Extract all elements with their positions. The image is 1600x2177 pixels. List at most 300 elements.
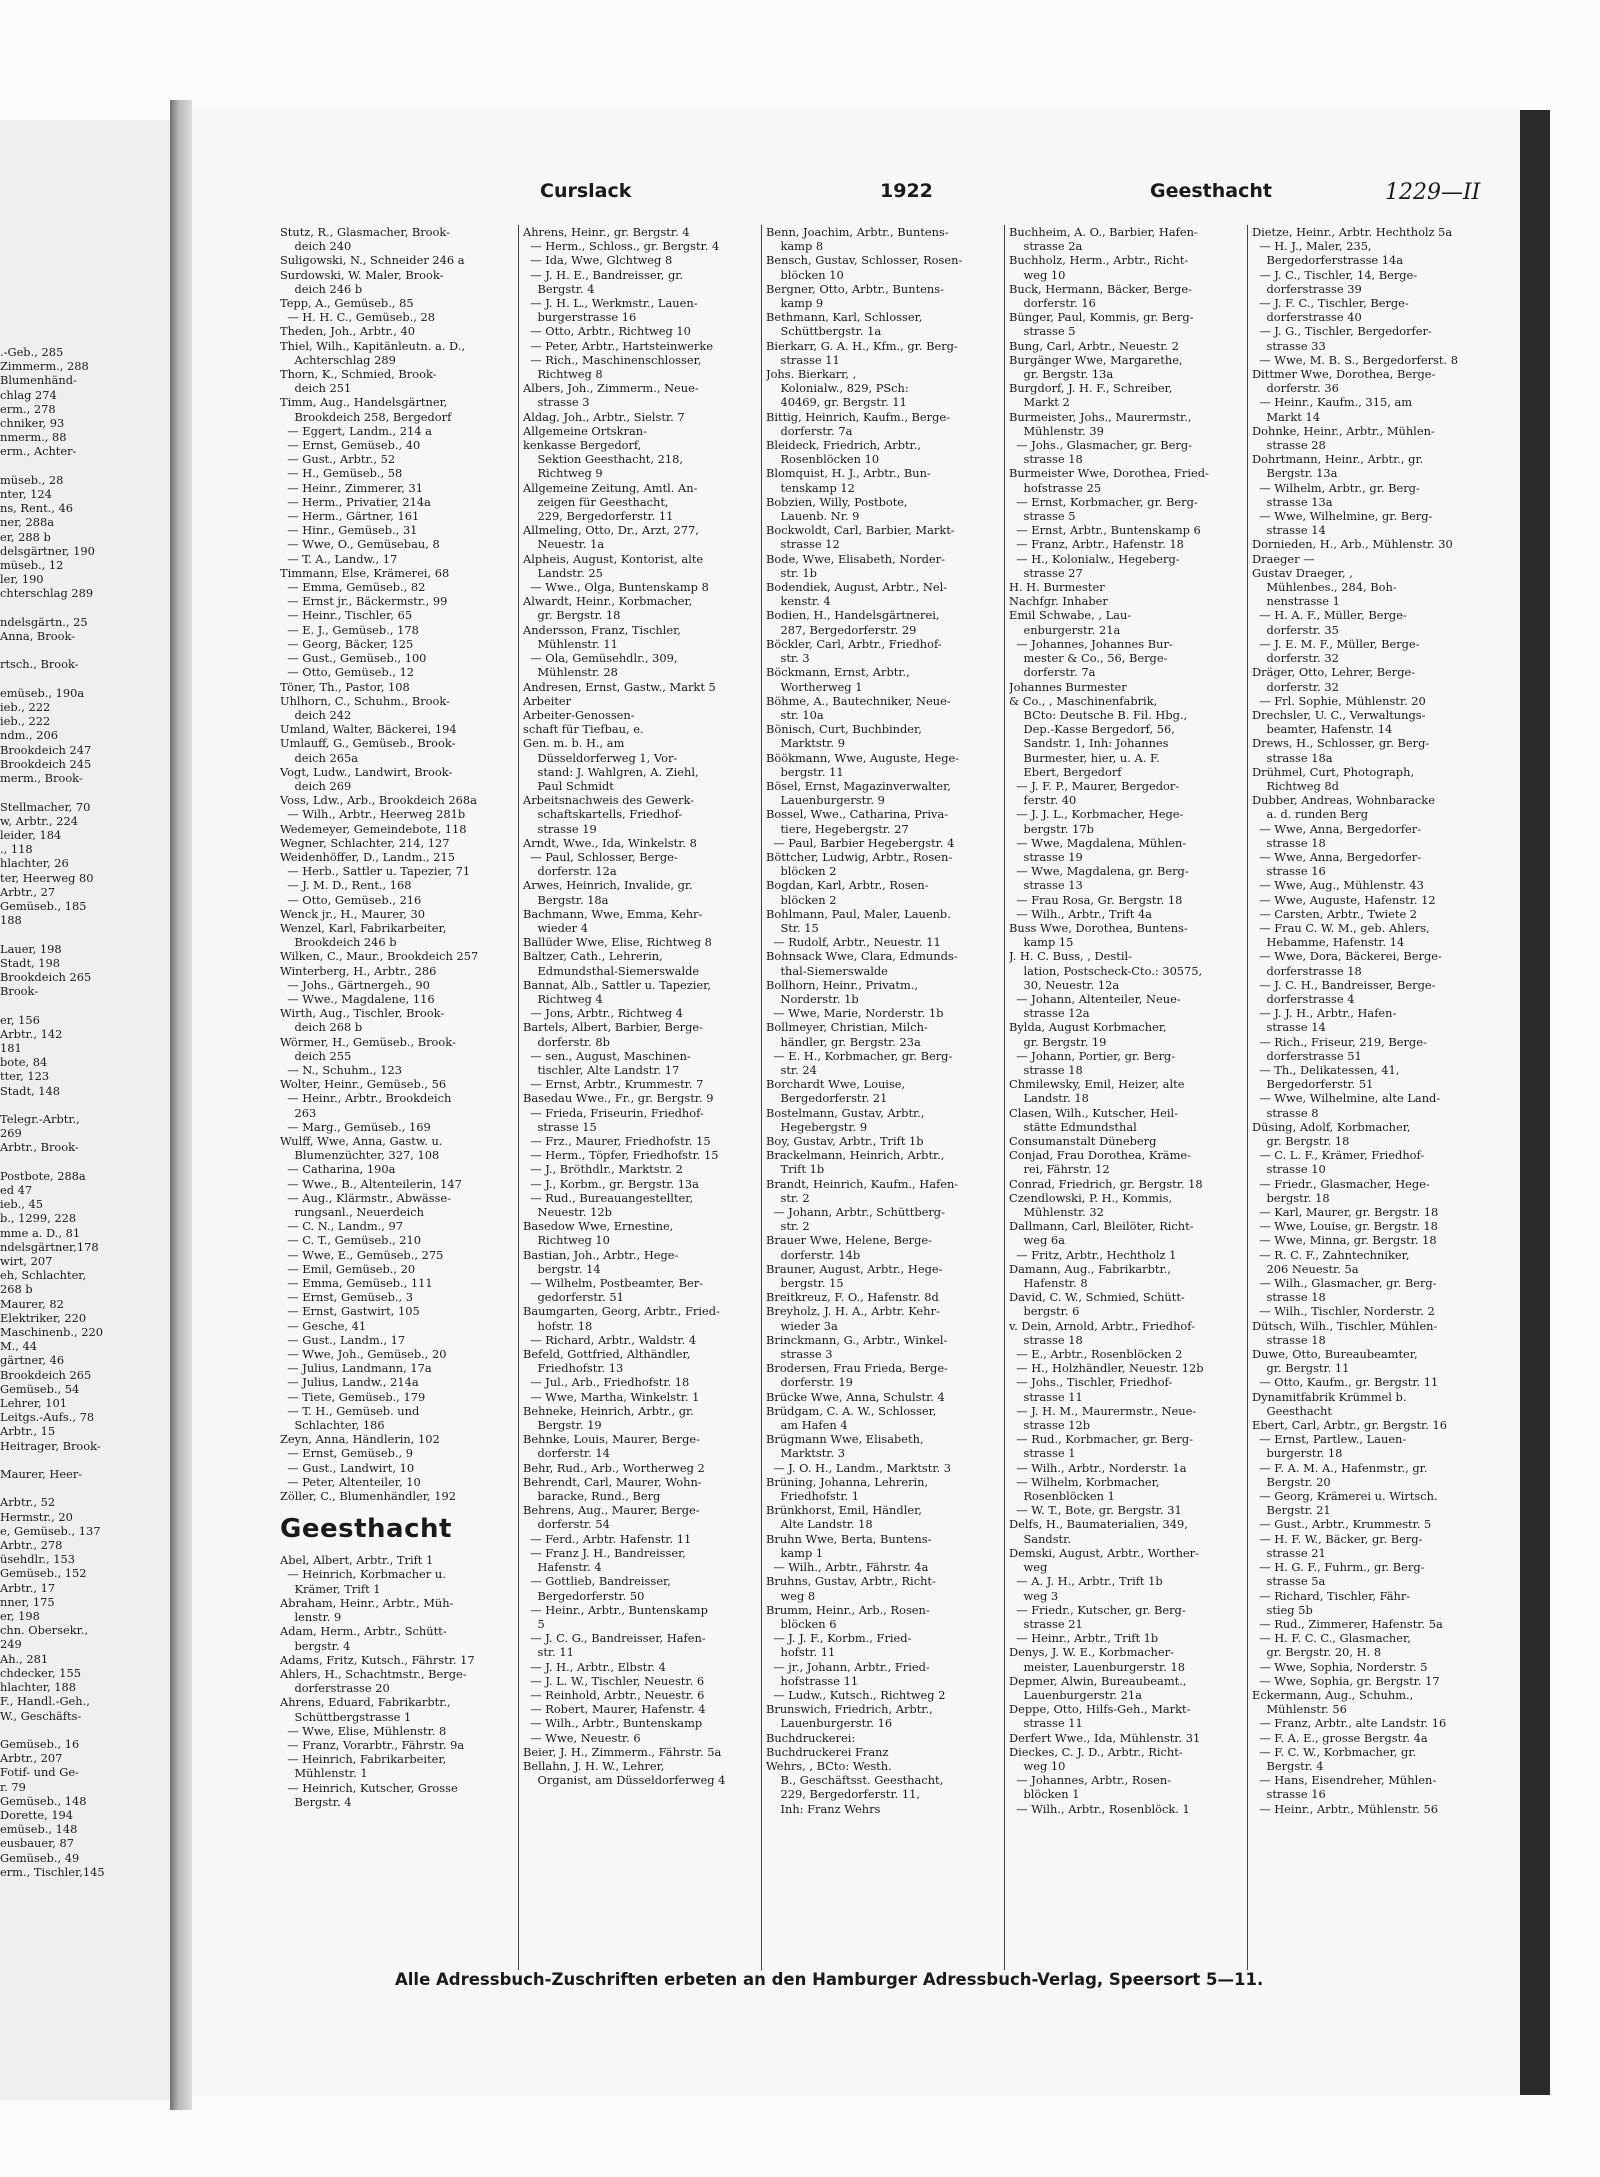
directory-entry-line [0,643,170,657]
directory-entry-line: eusbauer, 87 [0,1836,75,1851]
directory-entry-line: Stutz, R., Glasmacher, Brook- [280,225,450,239]
directory-entry-line: — Johann, Arbtr., Schüttberg- [766,1205,945,1220]
directory-entry-line: — Wwe, Magdalena, gr. Berg- [1009,864,1189,879]
directory-entry-line: Bergedorferstr. 21 [766,1091,888,1106]
directory-entry-line: Brookdeich 265 [0,1367,92,1382]
directory-entry-line: blöcken 10 [766,267,844,282]
directory-entry-line: 229, Bergedorferstr. 11 [523,509,674,524]
directory-entry-line: Ebert, Carl, Arbtr., gr. Bergstr. 16 [1252,1418,1447,1433]
directory-entry-line: ndm., 206 [0,728,59,743]
directory-entry-line: dorferstr. 7a [1009,665,1096,680]
directory-entry-line: gr. Bergstr. 20, H. 8 [1252,1645,1382,1660]
directory-entry-line: Brauer Wwe, Helene, Berge- [766,1233,933,1248]
directory-entry-line: — Jul., Arb., Friedhofstr. 18 [523,1375,690,1390]
directory-entry-line: Düsing, Adolf, Korbmacher, [1252,1119,1411,1134]
directory-entry-line: dorferstr. 14b [766,1247,861,1262]
directory-entry-line: Brüning, Johanna, Lehrerin, [766,1474,929,1489]
directory-entry-line: — Wwe, Aug., Mühlenstr. 43 [1252,878,1424,893]
directory-entry-line [0,672,170,686]
directory-entry-line: — Wwe, Minna, gr. Bergstr. 18 [1252,1233,1437,1248]
directory-entry-line: — Johann, Altenteiler, Neue- [1009,991,1181,1006]
directory-entry-line: — J. O. H., Landm., Marktstr. 3 [766,1460,952,1475]
directory-entry-line: Abraham, Heinr., Arbtr., Müh- [280,1595,454,1610]
directory-entry-line: Consumanstalt Düneberg [1009,1134,1157,1148]
directory-entry-line: hlachter, 188 [0,1680,76,1695]
directory-entry-line: — Heinr., Arbtr., Mühlenstr. 56 [1252,1801,1438,1816]
directory-entry-line: — Ferd., Arbtr. Hafenstr. 11 [523,1531,692,1546]
directory-entry-line: hofstrasse 25 [1009,480,1102,495]
directory-entry-line [0,927,170,941]
directory-entry-line: emüseb., 148 [0,1822,78,1837]
directory-entry-line: Vogt, Ludw., Landwirt, Brook- [280,764,453,779]
directory-entry-line: dorferstr. 35 [1252,622,1339,637]
directory-entry-line: Arbtr., 52 [0,1495,56,1510]
directory-entry-line: Stadt, 198 [0,955,61,970]
directory-entry-line: — Johannes, Arbtr., Rosen- [1009,1773,1172,1788]
directory-entry-line: Brookdeich 265 [0,969,92,984]
directory-entry-line: Sektion Geesthacht, 218, [523,452,683,467]
directory-entry-line: Arbtr., 27 [0,884,56,899]
directory-entry-line: Marktstr. 9 [766,736,845,751]
directory-entry-line: Bogdan, Karl, Arbtr., Rosen- [766,878,929,893]
directory-entry-line: strasse 21 [1009,1616,1083,1631]
directory-entry-line: — Wwe, Anna, Bergedorfer- [1252,821,1422,836]
directory-entry-line: strasse 18 [1252,1332,1326,1347]
directory-entry-line: Bruhn Wwe, Berta, Buntens- [766,1531,932,1546]
directory-entry-line: Dittmer Wwe, Dorothea, Berge- [1252,367,1436,382]
directory-entry-line: — Julius, Landmann, 17a [280,1361,432,1376]
directory-entry-line: Bergstr. 13a [1252,466,1338,481]
directory-entry-line: — T. A., Landw., 17 [280,551,398,566]
directory-entry-line: Allmeling, Otto, Dr., Arzt, 277, [523,523,699,538]
directory-entry-line: Böckmann, Ernst, Arbtr., [766,665,910,680]
directory-entry-line: — C. L. F., Krämer, Friedhof- [1252,1148,1425,1163]
directory-entry-line: Bohlmann, Paul, Maler, Lauenb. [766,906,951,921]
directory-entry-line: Trift 1b [766,1162,825,1177]
directory-entry-line: e, Gemüseb., 137 [0,1523,101,1538]
directory-entry-line: — Paul, Barbier Hegebergstr. 4 [766,835,955,850]
directory-entry-line: — Frau C. W. M., geb. Ahlers, [1252,920,1430,935]
directory-entry-line: — Otto, Kaufm., gr. Bergstr. 11 [1252,1375,1439,1390]
directory-entry-line: weg 10 [1009,1758,1066,1773]
directory-entry-line: — Friedr., Glasmacher, Hege- [1252,1176,1430,1191]
directory-entry-line: hlachter, 26 [0,856,69,871]
directory-entry-line: Brinckmann, G., Arbtr., Winkel- [766,1332,948,1347]
directory-entry-line: 229, Bergedorferstr. 11, [766,1787,921,1802]
directory-entry-line: rei, Fährstr. 12 [1009,1162,1110,1177]
directory-entry-line: Bönisch, Curt, Buchbinder, [766,722,922,737]
directory-entry-line: dorferstrasse 40 [1252,310,1362,325]
directory-entry-line: müseb., 28 [0,472,64,487]
directory-entry-line: chniker, 93 [0,416,65,431]
directory-entry-line: — Rich., Friseur, 219, Berge- [1252,1034,1427,1049]
directory-entry-line: — Carsten, Arbtr., Twiete 2 [1252,906,1418,921]
directory-entry-line: Gen. m. b. H., am [523,736,625,751]
directory-entry-line: Arbeiter [523,693,572,708]
directory-entry-line: 206 Neuestr. 5a [1252,1261,1359,1276]
directory-entry-line: nmerm., 88 [0,430,67,445]
directory-entry-line: w, Arbtr., 224 [0,813,78,828]
directory-entry-line: Achterschlag 289 [280,352,396,367]
directory-entry-line: Wenck jr., H., Maurer, 30 [280,906,426,921]
directory-entry-line: nenstrasse 1 [1252,594,1340,609]
directory-entry-line: dorferstr. 32 [1252,651,1339,666]
directory-entry-line: strasse 3 [766,1347,833,1362]
directory-entry-line: — H. J., Maler, 235, [1252,239,1372,254]
directory-entry-line: — Wwe, Auguste, Hafenstr. 12 [1252,892,1436,907]
directory-entry-line: strasse 21 [1252,1545,1326,1560]
directory-entry-line: Wulff, Wwe, Anna, Gastw. u. [280,1134,443,1148]
directory-entry-line: Krämer, Trift 1 [280,1581,381,1596]
directory-column-1 [280,225,512,1975]
directory-entry-line: — Rich., Maschinenschlosser, [523,352,702,367]
directory-entry-line: Arbtr., 17 [0,1580,56,1595]
directory-entry-line: strasse 12b [1009,1418,1090,1433]
directory-entry-line: emüseb., 190a [0,685,85,700]
directory-entry-line: — Wwe, Martha, Winkelstr. 1 [523,1389,700,1404]
directory-entry-line: Dräger, Otto, Lehrer, Berge- [1252,665,1416,680]
directory-entry-line: — Wwe., Olga, Buntenskamp 8 [523,580,709,595]
directory-entry-line: Wörmer, H., Gemüseb., Brook- [280,1034,456,1049]
directory-entry-line: Arbtr., 207 [0,1751,63,1766]
directory-entry-line: Blumenzüchter, 327, 108 [280,1148,440,1163]
directory-entry-line: Deppe, Otto, Hilfs-Geh., Markt- [1009,1702,1191,1717]
directory-entry-line: Bösel, Ernst, Magazinverwalter, [766,778,951,793]
directory-entry-line: strasse 18 [1009,452,1083,467]
directory-entry-line: Organist, am Düsseldorferweg 4 [523,1773,726,1788]
directory-entry-line: ler, 190 [0,572,44,587]
directory-entry-line: Bergstr. 19 [523,1418,602,1433]
directory-entry-line: — J. C. G., Bandreisser, Hafen- [523,1631,706,1646]
directory-entry-line: Denys, J. W. E., Korbmacher- [1009,1645,1174,1660]
directory-entry-line: Gustav Draeger, , [1252,565,1353,580]
directory-entry-line: strasse 16 [1252,1787,1326,1802]
directory-entry-line: — Ernst, Gastwirt, 105 [280,1304,420,1319]
directory-entry-line: Dietze, Heinr., Arbtr. Hechtholz 5a [1252,225,1453,239]
directory-entry-line: a. d. runden Berg [1252,807,1369,822]
directory-entry-line: David, C. W., Schmied, Schütt- [1009,1290,1185,1305]
directory-entry-line: ner, 288a [0,515,55,530]
directory-entry-line: str. 1b [766,565,817,580]
directory-entry-line: — Heinrich, Fabrikarbeiter, [280,1752,447,1767]
directory-entry-line: bergstr. 14 [523,1261,601,1276]
directory-entry-line: Lauer, 198 [0,941,62,956]
directory-entry-line: Telegr.-Arbtr., [0,1111,80,1126]
directory-entry-line: Zöller, C., Blumenhändler, 192 [280,1489,456,1504]
directory-entry-line: — Wwe, Marie, Norderstr. 1b [766,1006,944,1021]
directory-entry-line: — Wilhelm, Arbtr., gr. Berg- [1252,480,1420,495]
directory-entry-line: Bergedorferstr. 51 [1252,1077,1374,1092]
directory-entry-line: bergstr. 11 [766,764,844,779]
book-spine [170,100,192,2110]
directory-entry-line: Bensch, Gustav, Schlosser, Rosen- [766,253,963,268]
directory-entry-line: Chmilewsky, Emil, Heizer, alte [1009,1077,1185,1092]
directory-entry-line: meister, Lauenburgerstr. 18 [1009,1659,1185,1674]
directory-entry-line: str. 10a [766,707,824,722]
directory-entry-line: Drews, H., Schlosser, gr. Berg- [1252,736,1430,751]
directory-entry-line: — Wwe., B., Altenteilerin, 147 [280,1176,462,1191]
directory-entry-line: stieg 5b [1252,1602,1313,1617]
directory-entry-line: — Wilhelm, Postbeamter, Ber- [523,1276,704,1291]
directory-entry-line: Albers, Joh., Zimmerm., Neue- [523,381,699,396]
directory-entry-line: erm., 278 [0,401,56,416]
directory-entry-line: Buchheim, A. O., Barbier, Hafen- [1009,225,1198,239]
directory-entry-line: strasse 5 [1009,509,1076,524]
directory-entry-line: 268 b [0,1282,33,1297]
directory-entry-line: dorferstrasse 4 [1252,991,1355,1006]
directory-entry-line: Elektriker, 220 [0,1310,87,1325]
directory-entry-line: — J. E. M. F., Müller, Berge- [1252,636,1420,651]
directory-entry-line: strasse 16 [1252,864,1326,879]
directory-entry-line: merm., Brook- [0,771,83,786]
directory-entry-line: str. 2 [766,1219,810,1234]
directory-entry-line: strasse 15 [523,1119,597,1134]
directory-entry-line: dorferstrasse 51 [1252,1048,1362,1063]
directory-entry-line [0,459,170,473]
directory-entry-line: Brookdeich 247 [0,742,92,757]
directory-entry-line [0,601,170,615]
directory-entry-line: strasse 5 [1009,324,1076,339]
directory-entry-line: Ballüder Wwe, Elise, Richtweg 8 [523,935,712,950]
directory-entry-line: chn. Obersekr., [0,1623,89,1638]
directory-entry-line: kamp 9 [766,296,824,311]
directory-entry-line: Alwardt, Heinr., Korbmacher, [523,594,693,609]
directory-entry-line: ndelsgärtner,178 [0,1239,99,1254]
directory-entry-line: Behrendt, Carl, Maurer, Wohn- [523,1474,702,1489]
directory-entry-line: Dohnke, Heinr., Arbtr., Mühlen- [1252,423,1435,438]
directory-entry-line: & Co., , Maschinenfabrik, [1009,693,1158,708]
directory-entry-line: ., 118 [0,842,33,857]
directory-entry-line: Edmundsthal-Siemerswalde [523,963,700,978]
directory-entry-line: — Wilh., Arbtr., Heerweg 281b [280,807,466,822]
directory-entry-line: Str. 15 [766,920,819,935]
directory-entry-line: Wilken, C., Maur., Brookdeich 257 [280,949,479,964]
directory-entry-line: rungsanl., Neuerdeich [280,1205,424,1220]
directory-entry-line: — J. H., Arbtr., Elbstr. 4 [523,1659,666,1674]
directory-entry-line: blöcken 2 [766,892,837,907]
directory-entry-line: Rosenblöcken 1 [1009,1489,1115,1504]
directory-entry-line: Böökmann, Wwe, Auguste, Hege- [766,750,960,765]
directory-entry-line: kenstr. 4 [766,594,831,609]
directory-entry-line: Mühlenstr. 56 [1252,1702,1347,1717]
directory-entry-line: 287, Bergedorferstr. 29 [766,622,917,637]
directory-entry-line: Arwes, Heinrich, Invalide, gr. [523,878,693,893]
directory-entry-line: — Wwe, Louise, gr. Bergstr. 18 [1252,1219,1438,1234]
directory-entry-line: — Ernst, Gemüseb., 3 [280,1290,413,1305]
directory-entry-line: Brüdgam, C. A. W., Schlosser, [766,1403,937,1418]
directory-entry-line: — Wwe, Sophia, gr. Bergstr. 17 [1252,1673,1440,1688]
directory-entry-line: Thorn, K., Schmied, Brook- [280,367,437,382]
directory-entry-line: Brackelmann, Heinrich, Arbtr., [766,1148,945,1163]
directory-entry-line: — Gust., Arbtr., Krummestr. 5 [1252,1517,1432,1532]
directory-entry-line [0,998,170,1012]
directory-entry-line: dorferstrasse 20 [280,1681,390,1696]
directory-entry-line: Wenzel, Karl, Fabrikarbeiter, [280,920,447,935]
directory-entry-line: kamp 8 [766,239,824,254]
directory-entry-line: — Rudolf, Arbtr., Neuestr. 11 [766,935,941,950]
directory-entry-line: — Wwe, Wilhelmine, alte Land- [1252,1091,1441,1106]
directory-entry-line: Burmester, hier, u. A. F. [1009,750,1160,765]
directory-entry-line: weg 3 [1009,1588,1059,1603]
directory-entry-line [0,1155,170,1169]
directory-entry-line: Voss, Ldw., Arb., Brookdeich 268a [280,793,477,808]
directory-entry-line: — sen., August, Maschinen- [523,1048,691,1063]
directory-entry-line: Inh: Franz Wehrs [766,1801,881,1816]
directory-entry-line: strasse 13a [1252,494,1333,509]
directory-entry-line: Dieckes, C. J. D., Arbtr., Richt- [1009,1744,1183,1759]
directory-entry-line: Wolter, Heinr., Gemüseb., 56 [280,1077,447,1092]
directory-entry-line: — Ernst, Gemüseb., 40 [280,438,421,453]
directory-entry-line: Mühlenstr. 32 [1009,1205,1104,1220]
directory-entry-line: — Wwe, Anna, Bergedorfer- [1252,849,1422,864]
directory-entry-line: gr. Bergstr. 11 [1252,1361,1350,1376]
directory-entry-line: — Gust., Landm., 17 [280,1332,406,1347]
directory-entry-line: Ahrens, Heinr., gr. Bergstr. 4 [523,225,690,239]
directory-entry-line: ter, Heerweg 80 [0,870,94,885]
directory-entry-line: — Franz, Arbtr., alte Landstr. 16 [1252,1716,1447,1731]
directory-entry-line: deich 240 [280,239,352,254]
directory-entry-line: Schlachter, 186 [280,1418,385,1433]
directory-entry-line: Fotif- und Ge- [0,1765,79,1780]
directory-entry-line: Basedau Wwe., Fr., gr. Bergstr. 9 [523,1091,714,1106]
previous-page-edge [0,120,170,2100]
directory-entry-line: 249 [0,1637,22,1652]
directory-entry-line: — Frau Rosa, Gr. Bergstr. 18 [1009,892,1183,907]
directory-entry-line: str. 2 [766,1190,810,1205]
directory-entry-line: — Wwe, Magdalena, Mühlen- [1009,835,1187,850]
directory-entry-line: Andresen, Ernst, Gastw., Markt 5 [523,679,716,694]
directory-entry-line: — Wwe, O., Gemüsebau, 8 [280,537,440,552]
directory-entry-line: — Herb., Sattler u. Tapezier, 71 [280,864,471,879]
directory-entry-line: strasse 11 [766,352,840,367]
directory-entry-line: str. 3 [766,651,810,666]
directory-entry-line: müseb., 12 [0,558,64,573]
directory-entry-line: Bollhorn, Heinr., Privatm., [766,977,919,992]
directory-entry-line: dorferstrasse 18 [1252,963,1362,978]
directory-entry-line: — Wwe, Neuestr. 6 [523,1730,641,1745]
directory-entry-line: — Wwe, Wilhelmine, gr. Berg- [1252,509,1433,524]
directory-entry-line: Nachfgr. Inhaber [1009,594,1108,609]
directory-entry-line: kamp 1 [766,1545,824,1560]
directory-entry-line: — J. C. H., Bandreisser, Berge- [1252,977,1436,992]
directory-entry-line: — J. J. H., Arbtr., Hafen- [1252,1006,1397,1021]
directory-entry-line: wieder 4 [523,920,588,935]
directory-entry-line: Winterberg, H., Arbtr., 286 [280,963,437,978]
directory-entry-line: strasse 27 [1009,565,1083,580]
directory-entry-line: gärtner, 46 [0,1353,65,1368]
directory-entry-line: — Ernst, Korbmacher, gr. Berg- [1009,494,1198,509]
directory-entry-line: Befeld, Gottfried, Althändler, [523,1347,691,1362]
directory-entry-line: Ahrens, Eduard, Fabrikarbtr., [280,1695,451,1710]
directory-entry-line: Czendlowski, P. H., Kommis, [1009,1190,1173,1205]
directory-entry-line: — Rud., Zimmerer, Hafenstr. 5a [1252,1616,1443,1631]
directory-column-2 [523,225,755,1975]
directory-entry-line: — Hinr., Gemüseb., 31 [280,523,418,538]
directory-entry-line: Hegebergstr. 9 [766,1119,868,1134]
directory-entry-line: Lauenburgerstr. 9 [766,793,885,808]
directory-entry-line: — J. J. L., Korbmacher, Hege- [1009,807,1184,822]
directory-entry-line: Markt 2 [1009,395,1070,410]
directory-entry-line: Brünkhorst, Emil, Händler, [766,1503,922,1518]
directory-entry-line: Bierkarr, G. A. H., Kfm., gr. Berg- [766,338,958,353]
directory-entry-line: ieb., 222 [0,714,51,729]
directory-entry-line: ns, Rent., 46 [0,501,74,516]
directory-entry-line: bergstr. 4 [280,1638,351,1653]
directory-entry-line: Düsseldorferweg 1, Vor- [523,750,678,765]
directory-entry-line: Sandstr. 1, Inh: Johannes [1009,736,1169,751]
directory-entry-line: Surdowski, W. Maler, Brook- [280,267,444,282]
directory-entry-line: Landstr. 25 [523,565,603,580]
directory-entry-line: — Franz J. H., Bandreisser, [523,1545,686,1560]
directory-entry-line: Boy, Gustav, Arbtr., Trift 1b [766,1134,924,1148]
directory-entry-line: dorferstr. 54 [523,1517,610,1532]
directory-entry-line: 5 [523,1616,545,1631]
directory-entry-line: — Wwe, Dora, Bäckerei, Berge- [1252,949,1442,964]
directory-entry-line: mme a. D., 81 [0,1225,81,1240]
directory-entry-line: 188 [0,913,22,928]
directory-entry-line: Brunswich, Friedrich, Arbtr., [766,1702,933,1717]
directory-entry-line: hofstr. 18 [523,1318,593,1333]
directory-entry-line: Hafenstr. 8 [1009,1276,1088,1291]
directory-entry-line: Brodersen, Frau Frieda, Berge- [766,1361,948,1376]
directory-entry-line: dorferstr. 36 [1252,381,1339,396]
directory-entry-line: — Ludw., Kutsch., Richtweg 2 [766,1687,946,1702]
directory-entry-line: strasse 19 [523,821,597,836]
directory-entry-line: nter, 124 [0,487,52,502]
directory-entry-line: am Hafen 4 [766,1418,848,1433]
directory-entry-line: — Franz, Arbtr., Hafenstr. 18 [1009,537,1184,552]
directory-entry-line: Breyholz, J. H. A., Arbtr. Kehr- [766,1304,940,1319]
directory-entry-line: thal-Siemerswalde [766,963,888,978]
directory-entry-line: Brandt, Heinrich, Kaufm., Hafen- [766,1176,959,1191]
directory-entry-line: 30, Neuestr. 12a [1009,977,1120,992]
directory-entry-line: — J. F. P., Maurer, Bergedor- [1009,778,1180,793]
directory-entry-line: — Ida, Wwe, Glchtweg 8 [523,253,673,268]
directory-entry-line: Marktstr. 3 [766,1446,845,1461]
directory-entry-line: Lauenburgerstr. 21a [1009,1687,1142,1702]
directory-entry-line: ferstr. 40 [1009,793,1077,808]
directory-entry-line: — Karl, Maurer, gr. Bergstr. 18 [1252,1205,1439,1220]
directory-entry-line: Draeger — [1252,551,1315,566]
directory-entry-line: — J., Korbm., gr. Bergstr. 13a [523,1176,699,1191]
directory-entry-line: Dubber, Andreas, Wohnbaracke [1252,793,1435,808]
directory-entry-line: Mühlenstr. 28 [523,665,618,680]
directory-entry-line: dorferstr. 7a [766,423,853,438]
directory-entry-line: Wortherweg 1 [766,679,863,694]
running-head [280,180,1510,210]
directory-entry-line: — Wwe, Joh., Gemüseb., 20 [280,1347,447,1362]
directory-entry-line: Theden, Joh., Arbtr., 40 [280,324,415,339]
directory-entry-line: Burmeister Wwe, Dorothea, Fried- [1009,466,1209,481]
directory-entry-line: — R. C. F., Zahntechniker, [1252,1247,1410,1262]
directory-entry-line: — Richard, Tischler, Fähr- [1252,1588,1411,1603]
directory-entry-line: Ahlers, H., Schachtmstr., Berge- [280,1666,467,1681]
directory-entry-line: hofstr. 11 [766,1645,836,1660]
directory-entry-line: weg 8 [766,1588,816,1603]
directory-entry-line: Eckermann, Aug., Schuhm., [1252,1687,1414,1702]
directory-entry-line: Demski, August, Arbtr., Worther- [1009,1545,1199,1560]
directory-entry-line: — Georg, Krämerei u. Wirtsch. [1252,1489,1438,1504]
directory-entry-line: ed 47 [0,1182,33,1197]
directory-entry-line: — Johs., Gärtnergeh., 90 [280,977,430,992]
directory-entry-line: str. 24 [766,1062,817,1077]
directory-entry-line: Drechsler, U. C., Verwaltungs- [1252,707,1426,722]
directory-entry-line: — Wilh., Arbtr., Norderstr. 1a [1009,1460,1187,1475]
directory-entry-line: strasse 18 [1009,1062,1083,1077]
directory-entry-line: Gemüseb., 148 [0,1793,87,1808]
directory-entry-line: — Wilhelm, Korbmacher, [1009,1474,1160,1489]
directory-entry-line: wieder 3a [766,1318,838,1333]
